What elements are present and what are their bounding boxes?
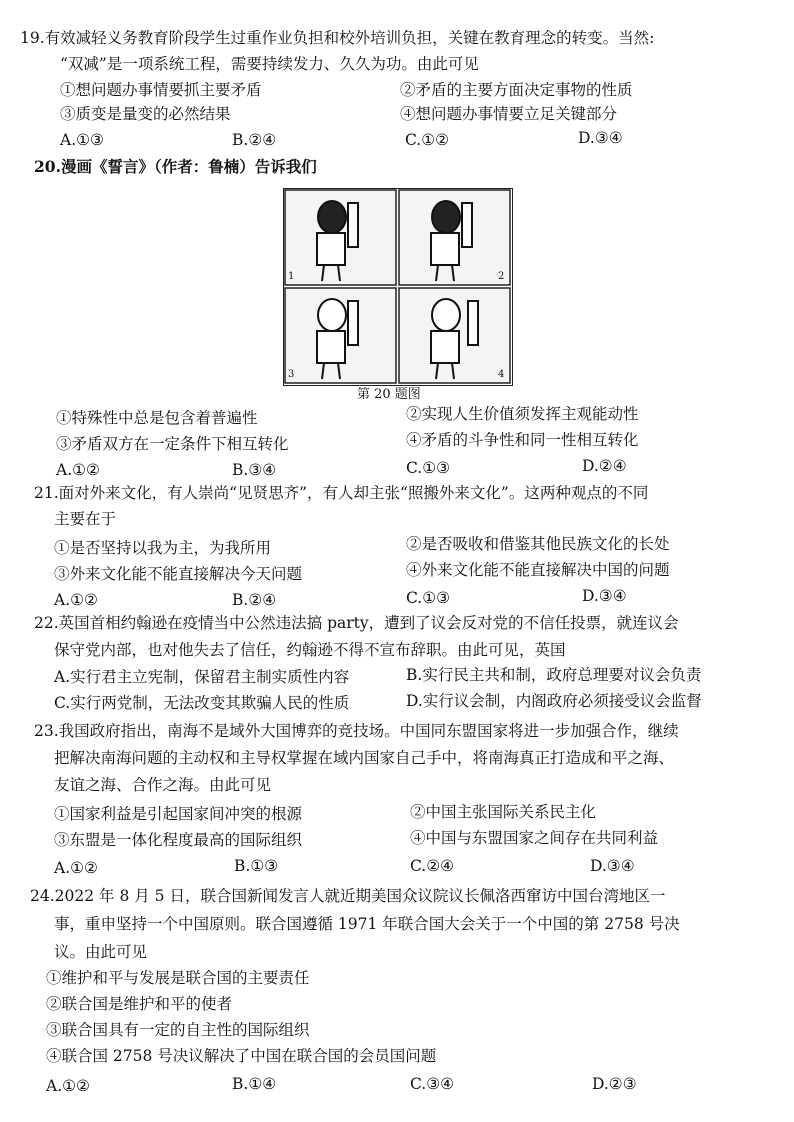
q22-stem-line1: 22.英国首相约翰逊在疫情当中公然违法搞 party，遭到了议会反对党的不信任投票，就连议会 [34, 614, 679, 632]
q22-option-c: C.实行两党制，无法改变其欺骗人民的性质 [54, 694, 350, 712]
q21-option-3: ③外来文化能不能直接解决今天问题 [54, 565, 303, 583]
q24-option-3: ③联合国具有一定的自主性的国际组织 [46, 1021, 310, 1039]
q21-option-2: ②是否吸收和借鉴其他民族文化的长处 [406, 535, 670, 553]
q19-option-2: ②矛盾的主要方面决定事物的性质 [400, 81, 633, 99]
panel-number-3: 3 [288, 369, 295, 380]
q23-choice-b: B.①③ [234, 857, 279, 875]
q24-choice-d: D.②③ [592, 1075, 637, 1093]
q19-choice-d: D.③④ [578, 129, 623, 147]
q20-stem: 20.漫画《誓言》（作者：鲁楠）告诉我们 [34, 157, 317, 176]
q24-stem-line2: 事，重申坚持一个中国原则。联合国遵循 1971 年联合国大会关于一个中国的第 2758 号决 [54, 915, 680, 933]
q24-stem-line1: 24.2022 年 8 月 5 日，联合国新闻发言人就近期美国众议院议长佩洛西窜访中国台湾地区一 [30, 887, 666, 905]
q23-option-3: ③东盟是一体化程度最高的国际组织 [54, 831, 303, 849]
q19-stem-line2: “双减”是一项系统工程，需要持续发力、久久为功。由此可见 [60, 55, 479, 73]
q23-option-4: ④中国与东盟国家之间存在共同利益 [410, 829, 659, 847]
q19-option-3: ③质变是量变的必然结果 [60, 105, 231, 123]
q24-choice-a: A.①② [46, 1077, 90, 1095]
q20-option-1: ①特殊性中总是包含着普遍性 [56, 409, 258, 427]
q20-option-4: ④矛盾的斗争性和同一性相互转化 [406, 431, 639, 449]
q19-option-1: ①想问题办事情要抓主要矛盾 [60, 81, 262, 99]
q22-option-a: A.实行君主立宪制，保留君主制实质性内容 [54, 668, 350, 686]
q21-stem-line1: 21.面对外来文化，有人崇尚“见贤思齐”，有人却主张“照搬外来文化”。这两种观点的不同 [34, 484, 649, 502]
cartoon-figure [283, 188, 513, 386]
q23-stem-line1: 23.我国政府指出，南海不是域外大国博弈的竞技场。中国同东盟国家将进一步加强合作，继续 [34, 722, 679, 740]
q24-option-1: ①维护和平与发展是联合国的主要责任 [46, 969, 310, 987]
q20-choice-b: B.③④ [232, 461, 277, 479]
q20-choice-d: D.②④ [582, 457, 627, 475]
q23-stem-line3: 友谊之海、合作之海。由此可见 [54, 776, 272, 794]
q23-option-1: ①国家利益是引起国家间冲突的根源 [54, 805, 303, 823]
panel-number-4: 4 [498, 369, 505, 380]
cartoon-illustration [284, 189, 512, 385]
panel-number-2: 2 [498, 271, 505, 282]
q21-choice-d: D.③④ [582, 587, 627, 605]
q24-choice-c: C.③④ [410, 1075, 455, 1093]
q23-choice-d: D.③④ [590, 857, 635, 875]
q24-choice-b: B.①④ [232, 1075, 277, 1093]
q19-option-4: ④想问题办事情要立足关键部分 [400, 105, 618, 123]
q20-choice-a: A.①② [56, 461, 100, 479]
q24-stem-line3: 议。由此可见 [54, 943, 148, 961]
q21-choice-c: C.①③ [406, 589, 451, 607]
q21-option-1: ①是否坚持以我为主，为我所用 [54, 539, 272, 557]
figure-caption: 第 20 题图 [357, 387, 421, 402]
q19-choice-b: B.②④ [232, 131, 277, 149]
q24-option-4: ④联合国 2758 号决议解决了中国在联合国的会员国问题 [46, 1047, 437, 1065]
q21-choice-b: B.②④ [232, 591, 277, 609]
q22-option-d: D.实行议会制，内阁政府必须接受议会监督 [406, 692, 702, 710]
q23-choice-a: A.①② [54, 859, 98, 877]
q23-stem-line2: 把解决南海问题的主动权和主导权掌握在域内国家自己手中，将南海真正打造成和平之海、 [54, 749, 675, 767]
q20-choice-c: C.①③ [406, 459, 451, 477]
panel-number-1: 1 [288, 271, 295, 282]
q20-option-2: ②实现人生价值须发挥主观能动性 [406, 405, 639, 423]
q21-option-4: ④外来文化能不能直接解决中国的问题 [406, 561, 670, 579]
q20-option-3: ③矛盾双方在一定条件下相互转化 [56, 435, 289, 453]
q19-stem-line1: 19.有效减轻义务教育阶段学生过重作业负担和校外培训负担，关键在教育理念的转变。当然: [20, 29, 655, 47]
q22-option-b: B.实行民主共和制，政府总理要对议会负责 [406, 666, 702, 684]
q23-option-2: ②中国主张国际关系民主化 [410, 803, 597, 821]
q22-stem-line2: 保守党内部，也对他失去了信任，约翰逊不得不宣布辞职。由此可见，英国 [54, 641, 566, 659]
q24-option-2: ②联合国是维护和平的使者 [46, 995, 233, 1013]
q19-choice-a: A.①③ [60, 131, 104, 149]
q21-choice-a: A.①② [54, 591, 98, 609]
q23-choice-c: C.②④ [410, 857, 455, 875]
q21-stem-line2: 主要在于 [54, 510, 117, 528]
q19-choice-c: C.①② [405, 131, 450, 149]
